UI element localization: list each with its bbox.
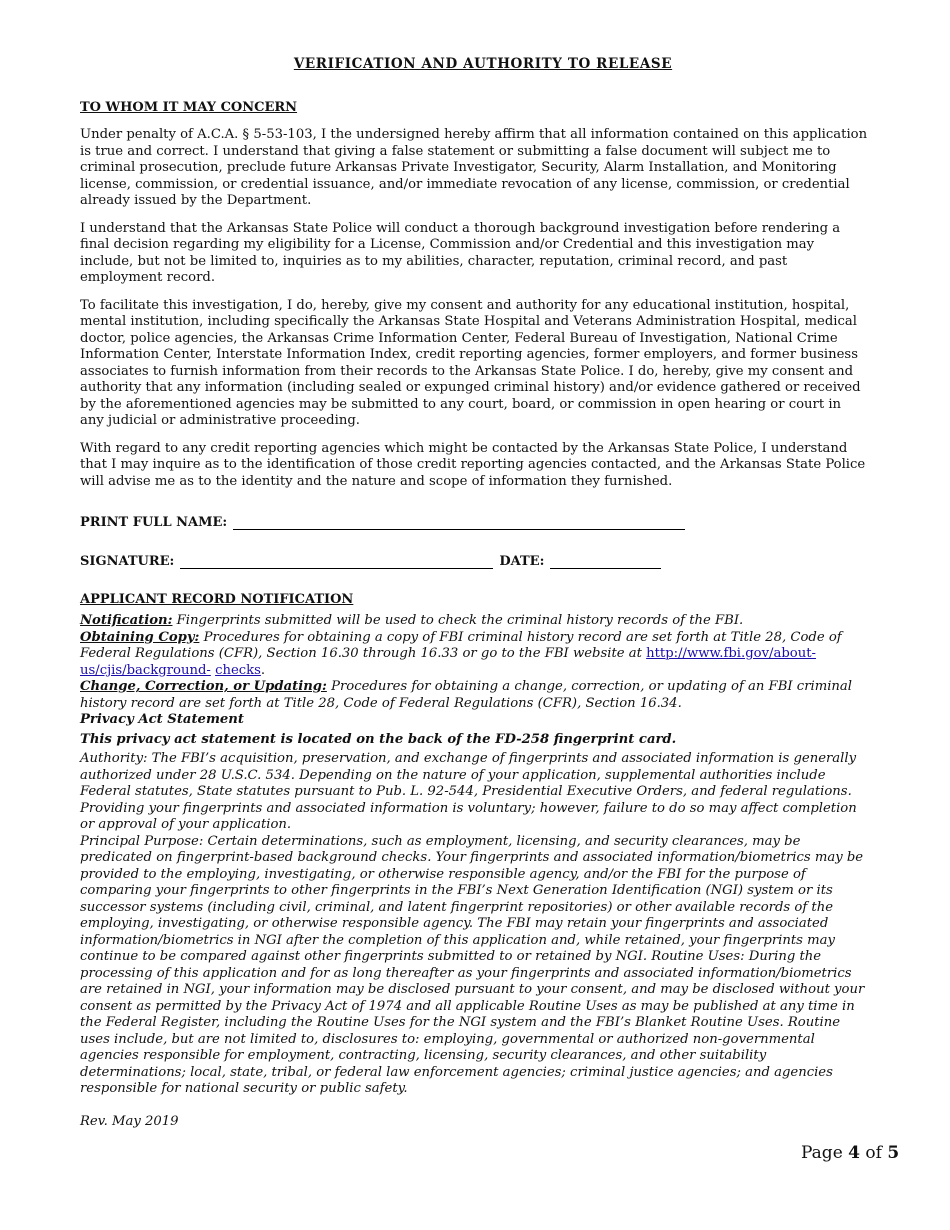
document-title: VERIFICATION AND AUTHORITY TO RELEASE bbox=[293, 56, 673, 72]
obtaining-copy-line: Obtaining Copy: Procedures for obtaining a copy of FBI criminal history record are set forth at Title 28, Code of Federal Regulations (CFR), Section 16.30 through 16.33 or go to the FBI website at http://www.fbi.gov/about-us/cjis/background- checks. bbox=[80, 629, 842, 678]
authority-paragraph: Authority: The FBI’s acquisition, preservation, and exchange of fingerprints and associated information is generally authorized under 28 U.S.C. 534. Depending on the nature of your application, supplemental authorities include Federal statutes, State statutes pursuant to Pub. L. 92-544, Presidential Executive Orders, and federal regulations. Providing your fingerprints and associated information is voluntary; however, failure to do so may affect completion or approval of your application. bbox=[80, 751, 857, 832]
fbi-link-part2[interactable]: checks bbox=[215, 662, 261, 678]
signature-label: SIGNATURE: bbox=[80, 554, 175, 569]
date-label: DATE: bbox=[499, 554, 545, 569]
principal-purpose-paragraph: Principal Purpose: Certain determinations, such as employment, licensing, and security clearances, may be predicated on fingerprint-based background checks. Your fingerprints and associated information/biometrics may be provided to the employing, investigating, or otherwise responsible agency, and/or the FBI for the purpose of comparing your fingerprints to other fingerprints in the FBI’s Next Generation Identification (NGI) system or its successor systems (including civil, criminal, and latent fingerprint repositories) or other available records of the employing, investigating, or otherwise responsible agency. The FBI may retain your fingerprints and associated information/biometrics in NGI after the completion of this application and, while retained, your fingerprints may continue to be compared against other fingerprints submitted to or retained by NGI. Routine Uses: During the processing of this application and for as long thereafter as your fingerprints and associated information/biometrics are retained in NGI, your information may be disclosed pursuant to your consent, and may be disclosed without your consent as permitted by the Privacy Act of 1974 and all applicable Routine Uses as may be published at any time in the Federal Register, including the Routine Uses for the NGI system and the FBI’s Blanket Routine Uses. Routine uses include, but are not limited to, disclosures to: employing, governmental or authorized non-governmental agencies responsible for employment, contracting, licensing, security clearances, and other suitability determinations; local, state, tribal, or federal law enforcement agencies; criminal justice agencies; and agencies responsible for national security or public safety. bbox=[80, 833, 865, 1096]
page-prefix: Page bbox=[801, 1143, 849, 1163]
privacy-act-heading: Privacy Act Statement bbox=[80, 712, 244, 727]
page-total: 5 bbox=[887, 1143, 900, 1163]
signature-field[interactable] bbox=[180, 554, 493, 569]
change-correction-text: Procedures for obtaining a change, correction, or updating of an FBI criminal history record are set forth at Title 28, Code of Federal Regulations (CFR), Section 16.34. bbox=[80, 679, 853, 711]
applicant-record-heading: APPLICANT RECORD NOTIFICATION bbox=[80, 592, 354, 607]
revision-date: Rev. May 2019 bbox=[80, 1114, 179, 1129]
consent-paragraph: To facilitate this investigation, I do, hereby, give my consent and authority for any educational institution, hospital, mental institution, including specifically the Arkansas State Hospital and Veterans Administration Hospital, medical doctor, police agencies, the Arkansas Crime Information Center, Federal Bureau of Investigation, National Crime Information Center, Interstate Information Index, credit reporting agencies, former employers, and former business associates to furnish information from their records to the Arkansas State Police. I do, hereby, give my consent and authority that any information (including sealed or expunged criminal history) and/or evidence gathered or received by the aforementioned agencies may be submitted to any court, board, or commission in open hearing or court in any judicial or administrative proceeding. bbox=[80, 297, 861, 428]
print-name-label: PRINT FULL NAME: bbox=[80, 515, 228, 530]
notification-label: Notification: bbox=[80, 613, 173, 628]
privacy-act-location: This privacy act statement is located on the back of the FD-258 fingerprint card. bbox=[80, 731, 677, 747]
notification-line bbox=[80, 613, 868, 630]
change-correction-line bbox=[80, 679, 868, 712]
fbi-link-part1[interactable]: http://www.fbi.gov/about-us/cjis/background- bbox=[80, 646, 816, 678]
credit-reporting-paragraph: With regard to any credit reporting agencies which might be contacted by the Arkansas State Police, I understand that I may inquire as to the identification of those credit reporting agencies contacted, and the Arkansas State Police will advise me as to the identity and the nature and scope of information they furnished. bbox=[80, 440, 866, 489]
date-field[interactable] bbox=[550, 554, 661, 569]
investigation-paragraph: I understand that the Arkansas State Police will conduct a thorough background investigation before rendering a final decision regarding my eligibility for a License, Commission and/or Credential and this investigation may include, but not be limited to, inquiries as to my abilities, character, reputation, criminal record, and past employment record. bbox=[80, 220, 841, 285]
salutation: TO WHOM IT MAY CONCERN bbox=[80, 100, 298, 115]
page-mid: of bbox=[860, 1143, 888, 1163]
print-name-row bbox=[80, 515, 868, 530]
notification-text: Fingerprints submitted will be used to check the criminal history records of the FBI. bbox=[172, 613, 744, 628]
page-current: 4 bbox=[848, 1143, 861, 1163]
change-correction-label: Change, Correction, or Updating: bbox=[80, 679, 327, 694]
page-number bbox=[801, 1143, 899, 1163]
document-body bbox=[80, 100, 868, 1098]
obtaining-copy-text: Procedures for obtaining a copy of FBI criminal history record are set forth at Title 28, Code of Federal Regulations (CFR), Section 16.30 through 16.33 or go to the FBI website at bbox=[80, 629, 842, 661]
affirmation-paragraph: Under penalty of A.C.A. § 5-53-103, I the undersigned hereby affirm that all information contained on this application is true and correct. I understand that giving a false statement or submitting a false document will subject me to criminal prosecution, preclude future Arkansas Private Investigator, Security, Alarm Installation, and Monitoring license, commission, or credential issuance, and/or immediate revocation of any license, commission, or credential already issued by the Department. bbox=[80, 127, 868, 208]
print-name-field[interactable] bbox=[233, 515, 685, 530]
obtaining-copy-label: Obtaining Copy: bbox=[80, 629, 200, 645]
signature-row bbox=[80, 554, 868, 569]
